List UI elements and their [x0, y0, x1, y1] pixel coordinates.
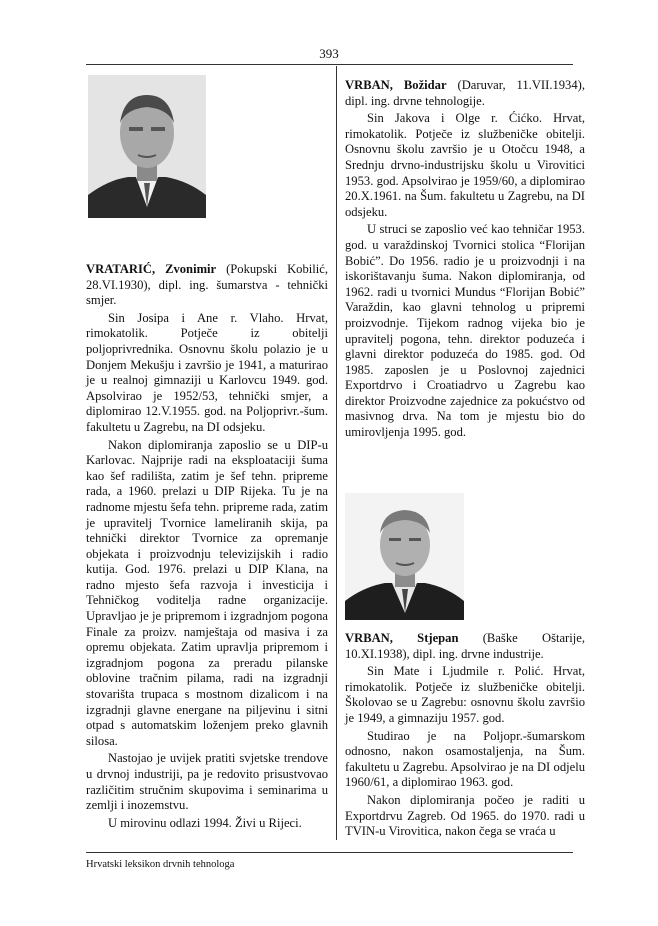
entry-vrban-stjepan [345, 631, 585, 840]
entry-head-details: (Daruvar, 11.VII.1934), dipl. ing. drvne tehnologije. [345, 78, 585, 108]
entry-head-details: (Baške Oštarije, 10.XI.1938), dipl. ing. drvne industrije. [345, 631, 585, 661]
entry-head-details: (Pokupski Kobilić, 28.VI.1930), dipl. ing. šumarstva - tehnički smjer. [86, 262, 329, 308]
entry-paragraph: U struci se zaposlio već kao tehničar 1953. god. u varaždinskoj Tvornici stolica “Florijan Bobić”. Do 1956. radio je u proizvodnji i na iskorištavanju šuma. Nakon diplomiranja, od 1962. radi u tvornici Mundus “Florijan Bobić” Varaždin, kao glavni tehnolog u pripremi proizvodnje. Tijekom radnog vijeka bio je upravitelj pogona, tehn. direktor poduzeća i glavni direktor poduzeća do 1985. god. Od 1985. zaposlen je u Poslovnoj zajednici Exportdrvo i Croatiadrvo u Zagrebu kao direktor Proizvodne zajednice za pokućstvo od masivnog drva. Na tom je mjestu bio do umirovljenja 1995. god. [345, 222, 585, 440]
entry-head [345, 78, 585, 109]
entry-paragraph: Nastojao je uvijek pratiti svjetske trendove u drvnoj industriji, pa je redovito prisustvovao različitim stručnim skupovima i seminarima u zemlji i inozemstvu. [86, 751, 328, 813]
entry-paragraph: Sin Jakova i Olge r. Ćićko. Hrvat, rimokatolik. Potječe iz službeničke obitelji. Osnovnu školu završio je u Otočcu 1948, a Srednju drvno-industrijsku školu u Virovitici 1953. god. Apsolvirao je 1959/60, a diplomirao 20.X.1961. na Šum. fakultetu u Zagrebu, na DI odsjeku. [345, 111, 585, 219]
entry-paragraph: Sin Josipa i Ane r. Vlaho. Hrvat, rimokatolik. Potječe iz obitelji poljoprivrednika. Osnovnu školu polazio je u Donjem Mekušju i završio je 1941, a maturirao je u realnoj gimnaziji u Karlovcu 1949. god. Apsolvirao je 1952/53, tehnički smjer, a diplomirao 12.V.1955. god. na Poljoprivr.-šum. fakultetu u Zagrebu, na DI odsjeku. [86, 310, 328, 434]
entry-paragraph: Studirao je na Poljopr.-šumarskom odnosno, nakon osamostaljenja, na Šum. fakultetu u Zagrebu. Apsolvirao je na DI odjelu 1960/61, a diplomirao 1963. god. [345, 728, 585, 790]
entry-paragraph: Sin Mate i Ljudmile r. Polić. Hrvat, rimokatolik. Potječe iz službeničke obitelji. Školovao se u Zagrebu: osnovnu školu završio je 1949, a gimnaziju 1957. god. [345, 664, 585, 725]
page-footer: Hrvatski leksikon drvnih tehnologa [86, 859, 235, 870]
entry-paragraph: U mirovinu odlazi 1994. Živi u Rijeci. [108, 815, 302, 830]
portrait-vrban-stjepan [345, 493, 464, 620]
entry-vrban-bozidar [345, 78, 585, 441]
entry-name: VRBAN, Božidar [345, 78, 447, 92]
portrait-vrataric [88, 75, 206, 218]
column-divider [336, 66, 337, 840]
top-rule [86, 64, 573, 65]
entry-head [86, 262, 328, 309]
entry-paragraph: Nakon diplomiranja počeo je raditi u Exportdrvu Zagreb. Od 1965. do 1970. radi u TVIN-u Virovitica, nakon čega se vraća u [345, 792, 585, 839]
bottom-rule [86, 852, 573, 853]
entry-paragraph: Nakon diplomiranja zaposlio se u DIP-u Karlovac. Najprije radi na eksploataciji šuma kao šef radilišta, zatim je šef tehn. pripreme rada, a 1960. prelazi u DIP Rijeka. Tu je na radnome mjestu šefa tehn. pripreme rada, zatim je upravitelj Tvornice lameliranih skija, pa tehnički direktor Tvornice za opremanje objekata i proizvodnju televizijskih i radio kutija. God. 1976. prelazi u DIP Klana, na radno mjesto šefa razvoja i investicija i Tehničkog voditelja radne organizacije. Upravljao je je pripremom i izgradnjom pogona Finale za proizv. namještaja od masiva i za opremu objekata. Zatim upravlja pripremom i izgradnjom pogona za preradu pilanske oblovine tračnim pilama, radi na izgradnji stovarišta trupaca s mostnom dizalicom i na izgradnji glavne energane na piljevinu i sitni otpad s automatskim loženjem preko glavnih silosa. [86, 437, 328, 748]
entry-name: VRATARIĆ, Zvonimir [86, 262, 217, 276]
entry-vrataric [86, 262, 328, 831]
page-number: 393 [319, 46, 339, 61]
entry-head [345, 631, 585, 662]
entry-name: VRBAN, Stjepan [345, 631, 459, 645]
